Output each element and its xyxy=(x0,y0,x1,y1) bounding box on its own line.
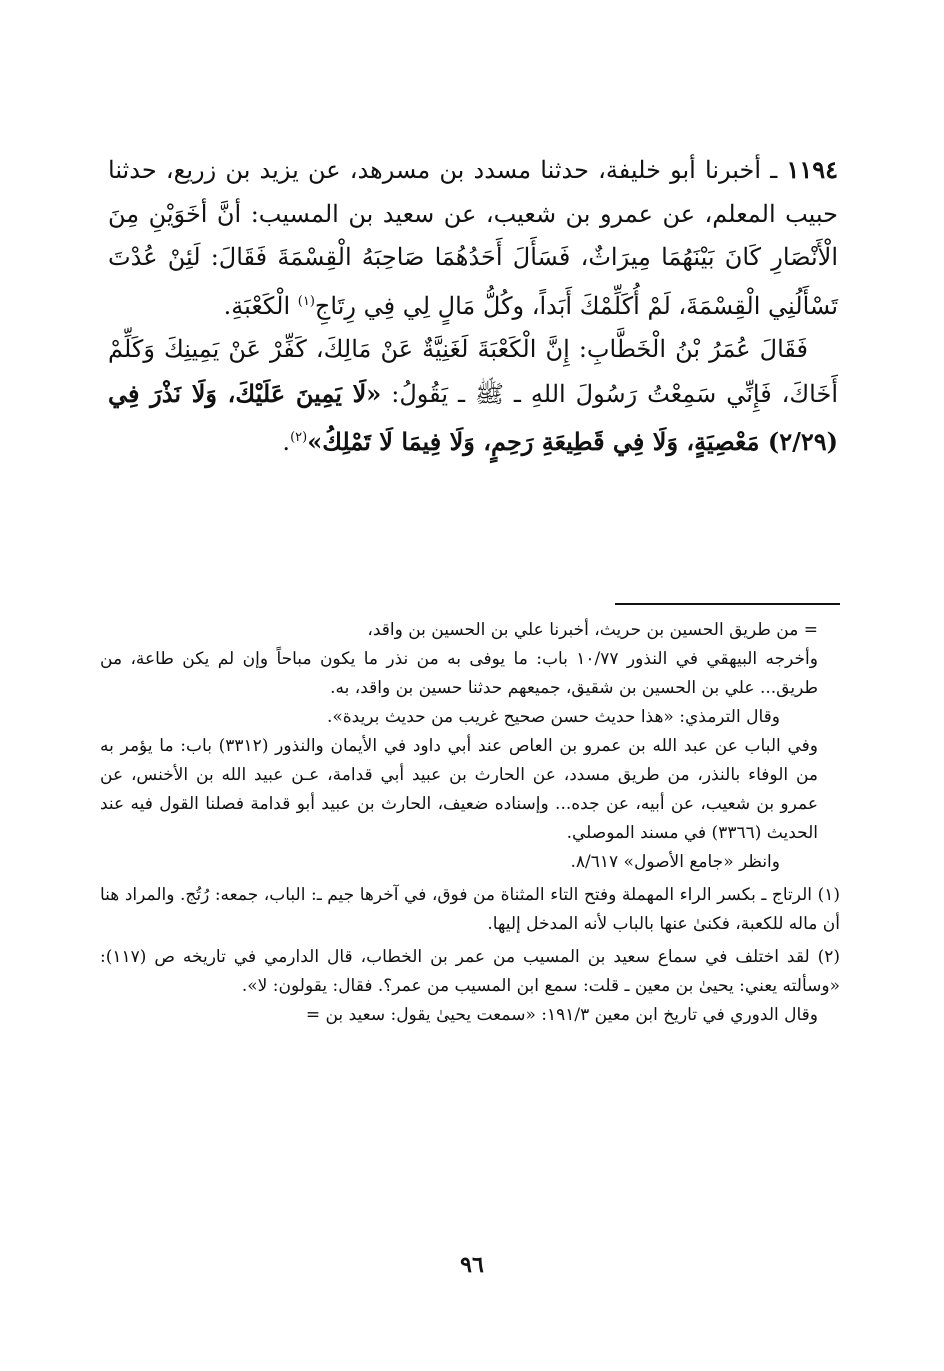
umar-reply: فَقَالَ عُمَرُ بْنُ الْخَطَّابِ: إِنَّ الْكَعْبَةَ لَغَنِيَّةٌ عَنْ مَالِكَ، كَفِّرْ عَنْ يَمِينِكَ وَكَلِّمْ أَخَاكَ، فَإِنِّي سَمِعْتُ رَسُولَ اللهِ ـ ﷺ ـ يَقُولُ: xyxy=(108,335,838,408)
hadith-paragraph-1 xyxy=(108,148,838,328)
hadith-story-end: الْكَعْبَةِ. xyxy=(223,291,298,320)
hadith-text xyxy=(108,148,838,465)
footnote-ref-1[interactable]: (١) xyxy=(297,293,315,309)
footnote-1: (١) الرتاج ـ بكسر الراء المهملة وفتح التاء المثناة من فوق، في آخرها جيم ـ: الباب، جمعه: رُتُج. والمراد هنا أن ماله للكعبة، فكنىٰ عنها بالباب لأنه المدخل إليها. xyxy=(100,885,840,934)
note-continuation: = من طريق الحسين بن حريث، أخبرنا علي بن الحسين بن واقد، xyxy=(367,620,818,640)
note-jami: وانظر «جامع الأصول» ٨/٦١٧. xyxy=(570,852,780,872)
note-bab: وفي الباب عن عبد الله بن عمرو بن العاص عند أبي داود في الأيمان والنذور (٣٣١٢) باب: ما يؤمر به من الوفاء بالنذر، من طريق مسدد، عن الحارث بن عبيد أبي قدامة، عـن عبيد الله بن الأخنس، عن عمرو بن شعيب، عن أبيه، عن جده... وإسناده ضعيف، الحارث بن عبيد أبو قدامة فصلنا القول فيه عند الحديث (٣٣٦٦) في مسند الموصلي. xyxy=(100,736,818,843)
page-number: ٩٦ xyxy=(460,1252,484,1278)
note-bayhaqi: وأخرجه البيهقي في النذور ١٠/٧٧ باب: ما يوفى به من نذر ما يكون مباحاً وإن لم يكن طاعة، من طريق... علي بن الحسين بن شقيق، جميعهم حدثنا حسين بن واقد، به. xyxy=(100,649,818,698)
hadith-number: ١١٩٤ xyxy=(786,155,838,184)
note-tirmidhi: وقال الترمذي: «هذا حديث حسن صحيح غريب من حديث بريدة». xyxy=(326,707,780,727)
prophetic-quote: «لَا يَمِينَ عَلَيْكَ، وَلَا نَذْرَ فِي (٢/٢٩) مَعْصِيَةٍ، وَلَا فِي قَطِيعَةِ رَحِمٍ، وَلَا فِيمَا لَا تَمْلِكُ» xyxy=(108,378,838,456)
hadith-paragraph-2 xyxy=(108,328,838,465)
footnote-2: (٢) لقد اختلف في سماع سعيد بن المسيب من عمر بن الخطاب، قال الدارمي في تاريخه ص (١١٧): «وسألته يعني: يحيىٰ بن معين ـ قلت: سمع ابن المسيب من عمر؟. فقال: يقولون: لا». xyxy=(100,947,840,996)
footnotes xyxy=(100,616,840,1030)
footnote-ref-2[interactable]: (٢) xyxy=(290,430,308,445)
note-duri: وقال الدوري في تاريخ ابن معين ١٩١/٣: «سمعت يحيىٰ يقول: سعيد بن = xyxy=(305,1005,818,1025)
footnote-separator xyxy=(615,603,840,605)
hadith-isnad-and-story: ـ أخبرنا أبو خليفة، حدثنا مسدد بن مسرهد، عن يزيد بن زريع، حدثنا حبيب المعلم، عن عمرو بن شعيب، عن سعيد بن المسيب: أنَّ أخَوَيْنِ مِنَ الْأَنْصَارِ كَانَ بَيْنَهُمَا مِيرَاثٌ، فَسَأَلَ أَحَدُهُمَا صَاحِبَهُ الْقِسْمَةَ فَقَالَ: لَئِنْ عُدْتَ تَسْأَلُنِي الْقِسْمَةَ، لَمْ أُكَلِّمْكَ أَبَداً، وكُلُّ مَالٍ لِي فِي رِتَاجِ xyxy=(108,156,838,320)
paragraph-end: . xyxy=(282,428,291,456)
